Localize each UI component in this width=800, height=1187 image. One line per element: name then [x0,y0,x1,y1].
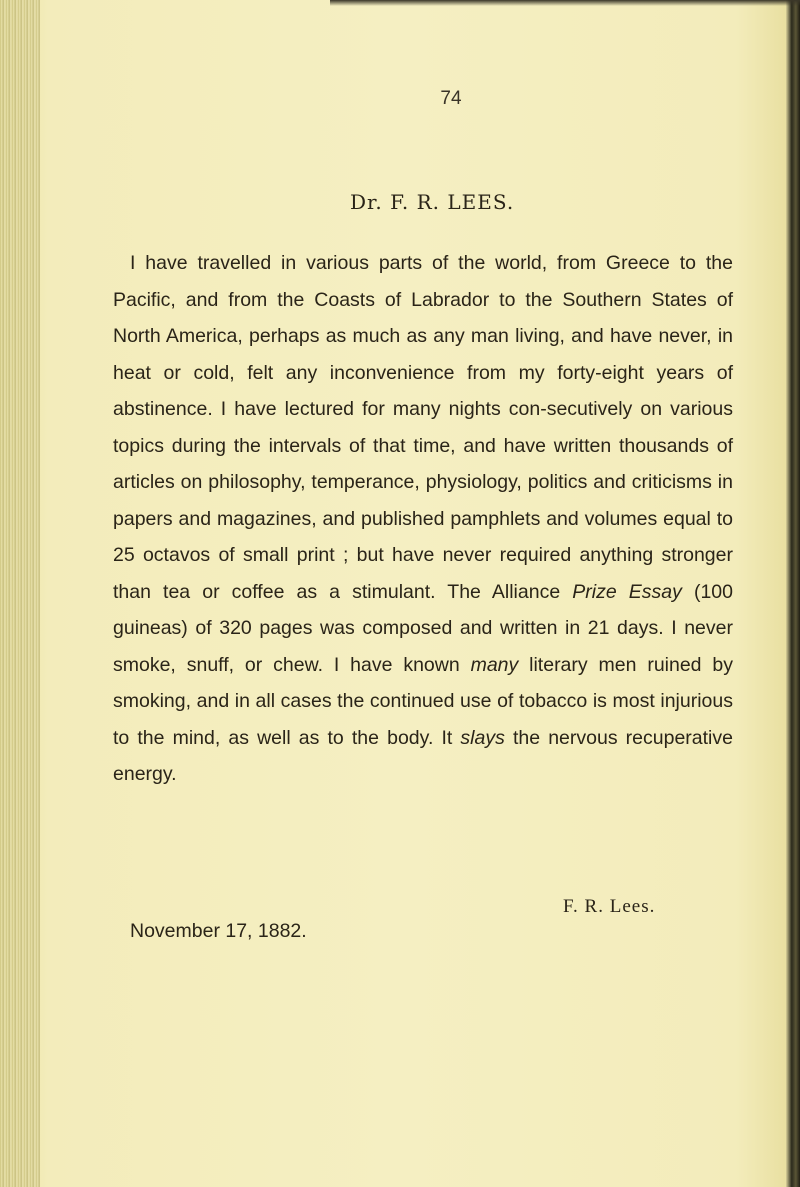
letter-paragraph [113,245,733,793]
letter-body [113,245,733,793]
text-run-italic: slays [460,726,505,749]
page-top-shadow [330,0,800,6]
page-heading: Dr. F. R. LEES. [350,190,515,214]
text-run-italic: Prize Essay [572,580,682,603]
letter-date: November 17, 1882. [130,920,307,942]
text-run: I have travelled in various parts of the world, from Greece to the Pacific, and from the Coasts of Labrador to the Southern States of North America, perhaps as much as any man living, and have never, in heat or cold, felt any inconvenience from my forty-eight years of abstinence. I have lectured for many nights con-secutively on various topics during the intervals of that time, and have written thousands of articles on philosophy, temperance, physiology, politics and criticisms in papers and magazines, and published pamphlets and volumes equal to 25 octavos of small print ; but have never required anything stronger than tea or coffee as a stimulant. The Alliance [113,252,733,603]
page-number: 74 [440,88,462,109]
book-spine [0,0,40,1187]
text-run-italic: many [470,653,519,676]
text-run: (100 guineas) of 320 pages was composed and written in 21 days. I never smoke, snuff, or chew. I have known [113,580,734,676]
page-edge [786,0,800,1187]
text-run: the nervous recuperative energy. [113,726,733,785]
text-run: literary men ruined by smoking, and in all cases the continued use of tobacco is most injurious to the mind, as well as to the body. It [113,653,733,749]
signature: F. R. Lees. [563,896,656,917]
